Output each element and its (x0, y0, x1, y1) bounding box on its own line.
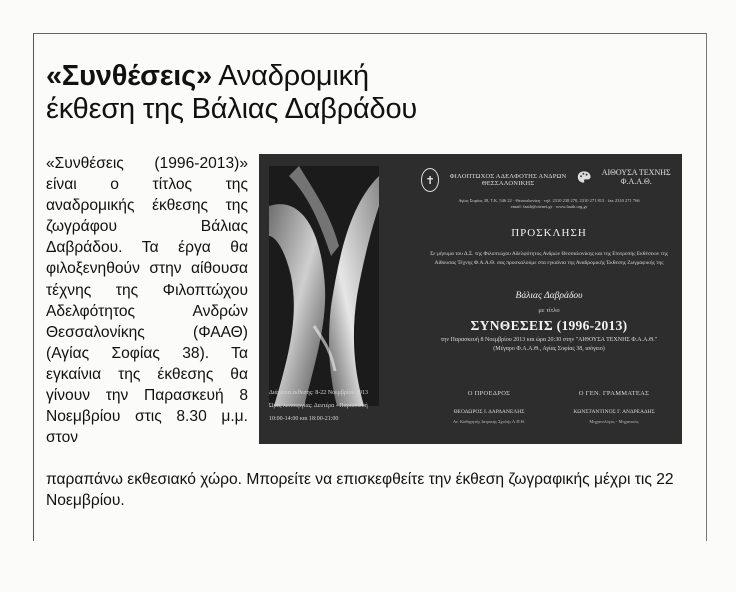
duration-note: Διάρκεια έκθεσης: 8-22 Νοεμβρίου 2013 (269, 390, 368, 396)
exhibition-info (269, 389, 389, 428)
secretary-title: Μηχανολόγος - Μηχανικός (589, 419, 639, 424)
secretary-role: Ο ΓΕΝ. ΓΡΑΜΜΑΤΕΑΣ (578, 390, 650, 397)
president-name: ΘΕΟΔΩΡΟΣ Ι. ΔΑΡΔΑΝΕΛΗΣ (453, 409, 525, 415)
headline-strong: «Συνθέσεις» (46, 60, 212, 92)
invitation-with-title: με τίτλο (538, 307, 560, 314)
org-right-block (577, 168, 677, 186)
org-right-name: ΑΙΘΟΥΣΑ ΤΕΧΝΗΣ Φ.Α.Α.Θ. (601, 168, 671, 186)
artwork-photo (269, 166, 379, 406)
contact-line-2: email: faath@otenet.gr · www.faath.org.gr (510, 204, 588, 209)
article-headline (46, 60, 686, 126)
faath-logo-icon: ✝ (421, 168, 439, 192)
hours-note: Ώρες λειτουργίας: Δευτέρα - Παρασκευή (269, 403, 368, 409)
president-role: Ο ΠΡΟΕΔΡΟΣ (467, 390, 511, 397)
right-column-rule (706, 33, 707, 541)
invitation-series-title: ΣΥΝΘΕΣΕΙΣ (1996-2013) (470, 318, 628, 333)
signature-secretary (551, 389, 677, 427)
top-rule (33, 33, 706, 34)
headline-rest: Αναδρομική (218, 60, 369, 92)
invitation-artist: Βάλιας Δαβράδου (515, 291, 583, 301)
invitation-intro: Σε μήνυμα του Δ.Σ. της Φιλοπτώχου Αδελφότητος Ανδρών Θεσσαλονίκης και της Επιτροπής Εκθέσεων της Αίθουσας Τέχνης Φ.Α.Α.Θ. σας προσκαλούμε στα εγκαίνια της Αναδρομικής Έκθεσης Ζωγραφικής της (430, 251, 668, 266)
secretary-name: ΚΩΝΣΤΑΝΤΙΝΟΣ Γ. ΑΝΔΡΕΑΔΗΣ (573, 409, 655, 415)
article-body-column (46, 153, 248, 448)
hours-times-note: 10:00-14:00 και 18:00-21:00 (269, 416, 339, 422)
invitation-title: ΠΡΟΣΚΛΗΣΗ (511, 227, 587, 239)
body-paragraph-full: παραπάνω εκθεσιακό χώρο. Μπορείτε να επισκεφθείτε την έκθεση ζωγραφικής μέχρι τις 22 Νοεμβρίου. (46, 471, 674, 510)
invitation-when: την Παρασκευή 8 Νοεμβρίου 2013 και ώρα 20:30 στην "ΑΙΘΟΥΣΑ ΤΕΧΝΗΣ Φ.Α.Α.Θ." (440, 337, 658, 343)
invitation-where: (Μέγαρο Φ.Α.Α.Θ., Αγίας Σοφίας 38, ισόγειο) (493, 346, 605, 352)
invitation-image (259, 154, 682, 444)
body-paragraph-column: «Συνθέσεις (1996-2013)» είναι ο τίτλος της αναδρομικής έκθεσης της ζωγράφου Βάλιας Δαβράδου. Τα έργα θα φιλοξενηθούν στην αίθουσα τέχνης της Φιλοπτώχου Αδελφότητος Ανδρών Θεσσαλονίκης (ΦΑΑΘ) (Αγίας Σοφίας 38). Τα εγκαίνια της έκθεσης θα γίνουν την Παρασκευή 8 Νοεμβρίου στις 8.30 μ.μ. στον (46, 155, 248, 447)
contact-line-1: Αγίας Σοφίας 38, Τ.Κ. 546 22 · Θεσσαλονίκη · τηλ. 2310 238 270, 2310 271 813 · fax 2310 271 766 (458, 198, 640, 203)
contact-info (421, 198, 677, 210)
palette-icon (577, 169, 591, 185)
president-title: Αν. Καθηγητής Ιατρικής Σχολής Α.Π.Θ. (452, 419, 526, 424)
left-column-rule (33, 33, 34, 541)
headline-line2: έκθεση της Βάλιας Δαβράδου (46, 93, 418, 125)
signature-president (429, 389, 549, 427)
article-body-full (46, 469, 686, 511)
org-left-name: ΦΙΛΟΠΤΩΧΟΣ ΑΔΕΛΦΟΤΗΣ ΑΝΔΡΩΝ ΘΕΣΣΑΛΟΝΙΚΗΣ (449, 172, 567, 187)
invitation-date-place (421, 336, 677, 354)
org-left-block (421, 168, 571, 192)
